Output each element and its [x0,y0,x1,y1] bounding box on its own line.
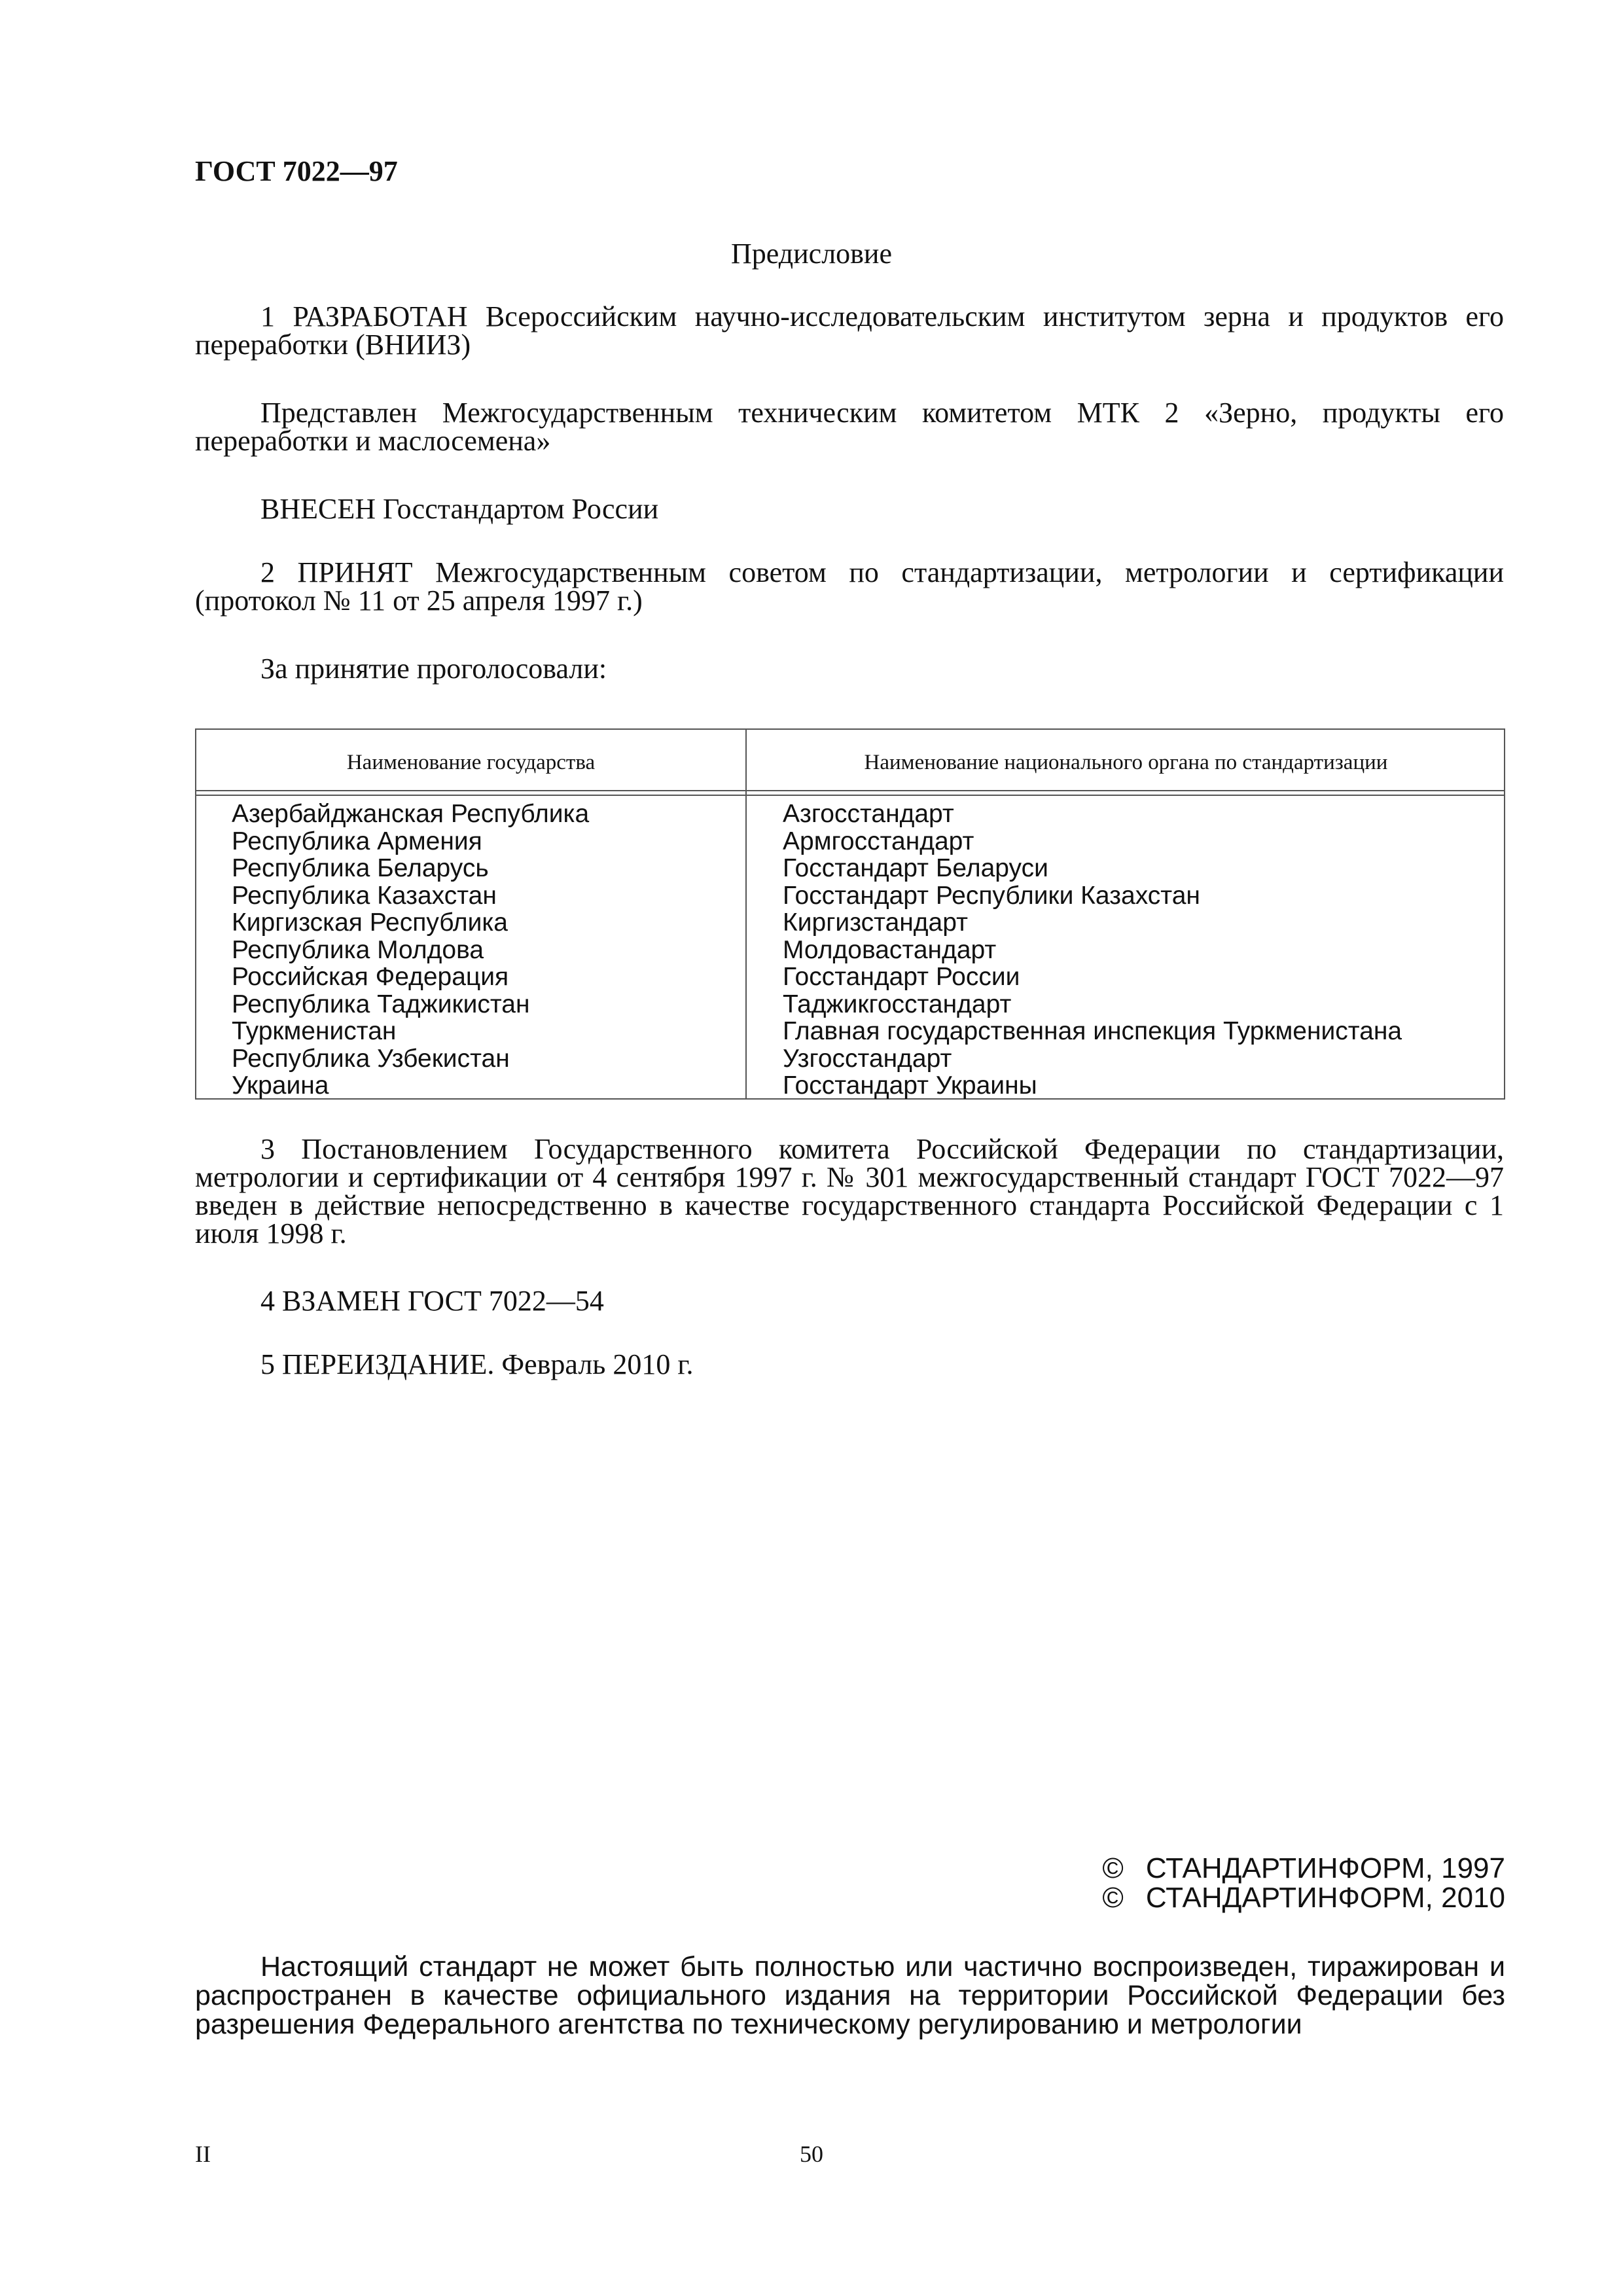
body-cell: Главная государственная инспекция Туркменистана [783,1017,1402,1045]
state-cell: Республика Узбекистан [232,1044,510,1073]
body-cell: Госстандарт России [783,963,1020,991]
table-header-rule [196,790,1504,791]
body-cell: Узгосстандарт [783,1044,952,1073]
table-header-state: Наименование государства [346,751,596,774]
paragraph-voted: За принятие проголосовали: [260,653,607,685]
body-cell: Азгосстандарт [783,800,954,828]
body-cell: Киргизстандарт [783,908,968,937]
paragraph-presented: Представлен Межгосударственным техническим комитетом МТК 2 «Зерно, продукты его переработки и маслосемена» [195,397,1504,457]
state-cell: Республика Молдова [232,935,484,964]
body-cell: Госстандарт Украины [783,1071,1037,1100]
state-cell: Республика Казахстан [232,881,497,910]
page-number: 50 [800,2141,823,2167]
paragraph-reissue: 5 ПЕРЕИЗДАНИЕ. Февраль 2010 г. [260,1348,694,1380]
roman-page-number: II [195,2141,211,2167]
body-cell: Госстандарт Беларуси [783,854,1048,882]
copyright-icon: © [1102,1882,1124,1914]
document-code: ГОСТ 7022—97 [195,155,398,187]
copyright-text: СТАНДАРТИНФОРМ, 2010 [1145,1882,1505,1914]
body-cell: Армгосстандарт [783,827,974,855]
copyright-2010 [1102,1883,1505,1912]
body-cell: Госстандарт Республики Казахстан [783,881,1200,910]
paragraph-replaces: 4 ВЗАМЕН ГОСТ 7022—54 [260,1285,604,1317]
section-title: Предисловие [731,238,892,270]
copyright-icon: © [1102,1852,1124,1884]
paragraph-introduced: ВНЕСЕН Госстандартом России [260,493,659,525]
table-column-divider [745,730,747,1098]
body-cell: Молдовастандарт [783,935,997,964]
state-list [232,800,589,1100]
paragraph-enacted: 3 Постановлением Государственного комитета Российской Федерации по стандартизации, метрологии и сертификации от 4 сентября 1997 г. № 301 межгосударственный стандарт ГОСТ 7022—97 введен в действие непосредственно в качестве государственного стандарта Российской Федерации с 1 июля 1998 г. [195,1133,1504,1249]
state-cell: Российская Федерация [232,963,509,991]
state-cell: Украина [232,1071,329,1100]
state-cell: Киргизская Республика [232,908,508,937]
state-cell: Республика Таджикистан [232,990,530,1018]
table-header-body: Наименование национального органа по стандартизации [864,751,1388,774]
paragraph-developed: 1 РАЗРАБОТАН Всероссийским научно-исследовательским институтом зерна и продуктов его переработки (ВНИИЗ) [195,300,1504,361]
state-cell: Республика Беларусь [232,854,489,882]
body-list [783,800,1402,1100]
state-cell: Туркменистан [232,1017,397,1045]
table-header-rule-double [196,795,1504,796]
body-cell: Таджикгосстандарт [783,990,1012,1018]
state-cell: Азербайджанская Республика [232,800,590,828]
voting-table [195,728,1505,1100]
copyright-1997 [1102,1854,1505,1883]
copyright-text: СТАНДАРТИНФОРМ, 1997 [1145,1852,1505,1884]
reproduction-notice: Настоящий стандарт не может быть полностью или частично воспроизведен, тиражирован и распространен в качестве официального издания на территории Российской Федерации без разрешения Федерального агентства по техническому регулированию и метрологии [195,1951,1505,2040]
state-cell: Республика Армения [232,827,482,855]
paragraph-adopted: 2 ПРИНЯТ Межгосударственным советом по стандартизации, метрологии и сертификации (протокол № 11 от 25 апреля 1997 г.) [195,556,1504,617]
